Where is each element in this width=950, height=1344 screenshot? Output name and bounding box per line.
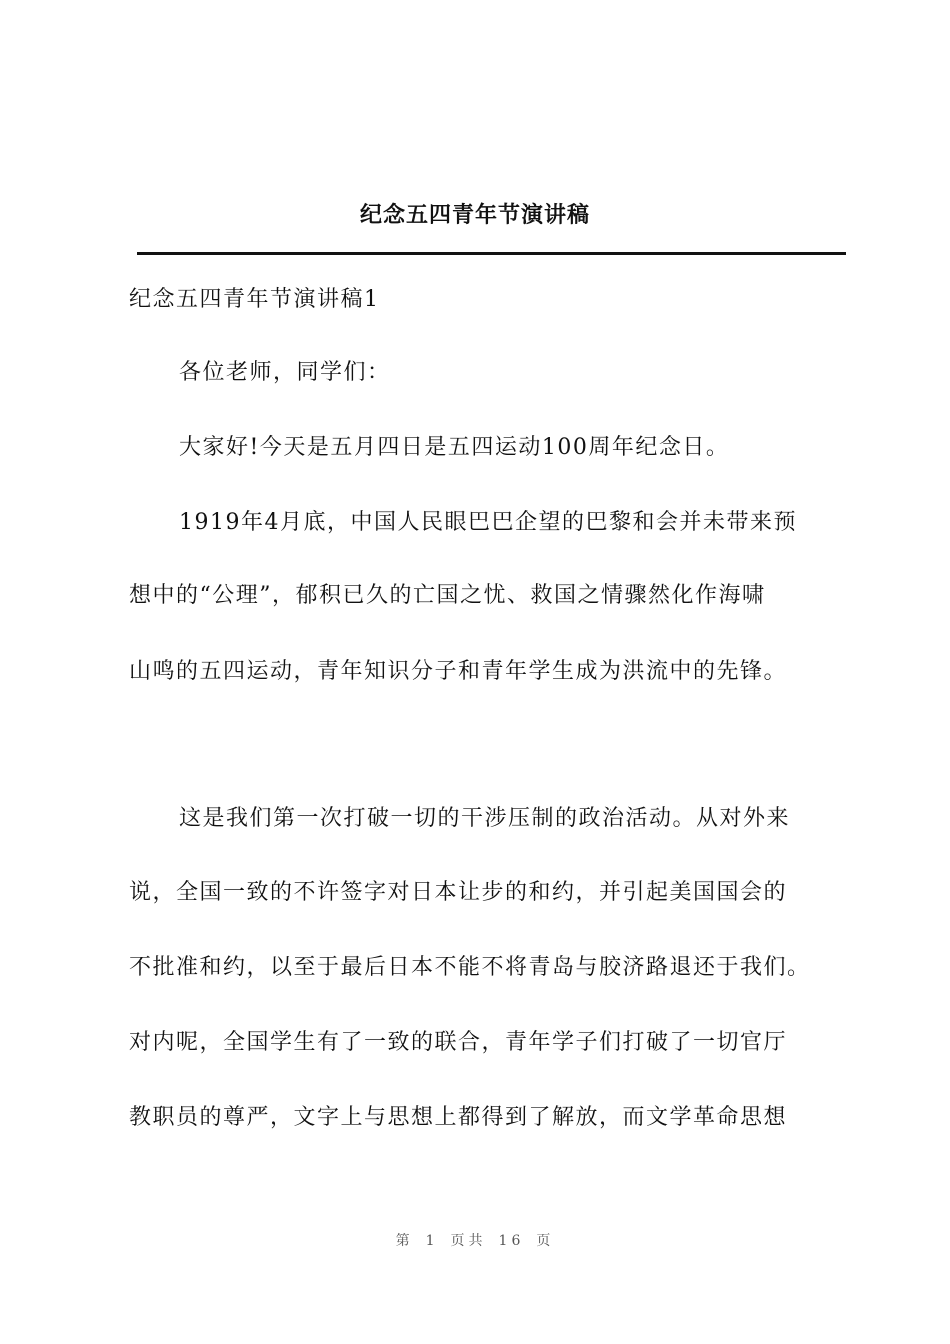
footer-total-pages: 16: [498, 1233, 525, 1249]
paragraph-line: 说，全国一致的不许签字对日本让步的和约，并引起美国国会的: [129, 880, 788, 905]
footer-page-number: 1: [425, 1233, 439, 1249]
paragraph-line: 对内呢，全国学生有了一致的联合，青年学子们打破了一切官厅: [129, 1030, 788, 1055]
paragraph-line: 大家好!今天是五月四日是五四运动100周年纪念日。: [179, 435, 730, 460]
footer-prefix: 第: [395, 1233, 414, 1249]
footer-suffix: 页: [536, 1233, 555, 1249]
page-footer: [0, 1230, 950, 1250]
title-divider: [137, 252, 846, 255]
paragraph-line: 不批准和约，以至于最后日本不能不将青岛与胶济路退还于我们。: [129, 955, 811, 980]
section-heading: 纪念五四青年节演讲稿1: [129, 287, 380, 312]
paragraph-line: 山鸣的五四运动，青年知识分子和青年学生成为洪流中的先锋。: [129, 659, 788, 684]
paragraph-line: 想中的“公理”，郁积已久的亡国之忧、救国之情骤然化作海啸: [129, 583, 766, 608]
paragraph-line: 1919年4月底，中国人民眼巴巴企望的巴黎和会并未带来预: [179, 510, 797, 535]
paragraph-line: 教职员的尊严，文字上与思想上都得到了解放，而文学革命思想: [129, 1105, 788, 1130]
greeting-line: 各位老师，同学们：: [179, 360, 391, 385]
footer-middle: 页共: [450, 1233, 487, 1249]
document-title: 纪念五四青年节演讲稿: [359, 203, 590, 228]
paragraph-line: 这是我们第一次打破一切的干涉压制的政治活动。从对外来: [179, 806, 791, 831]
